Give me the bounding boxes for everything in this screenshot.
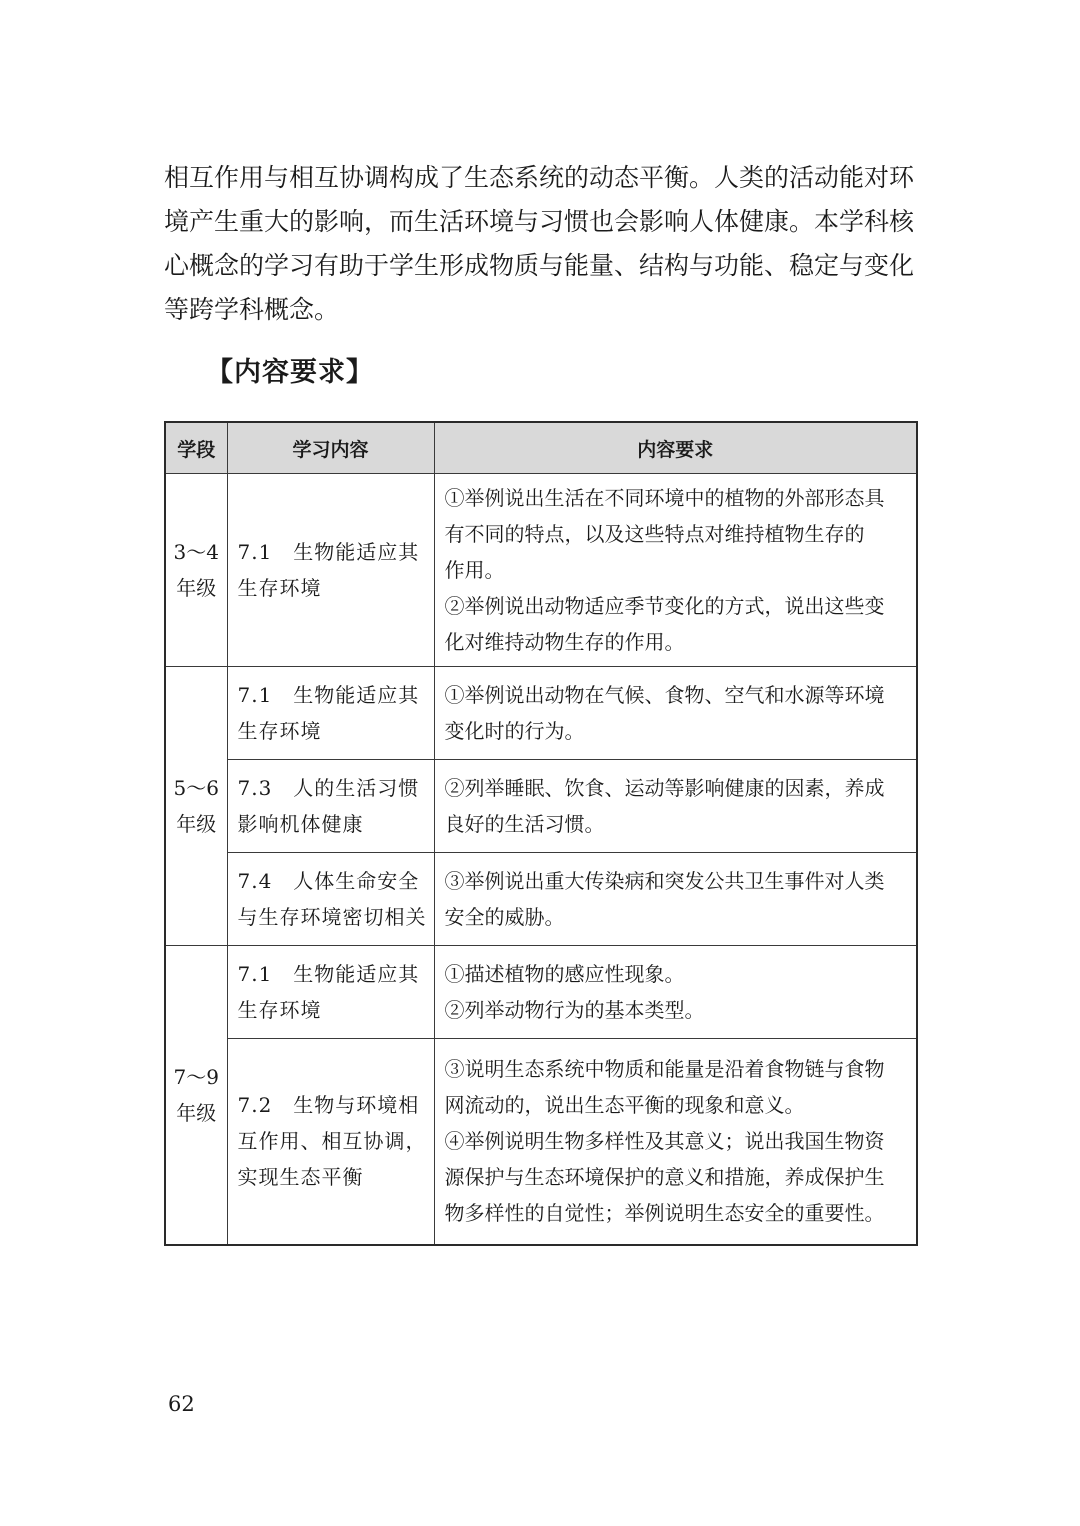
topic-line: 7.2 生物与环境相 [237, 1093, 420, 1118]
topic-cell [227, 474, 434, 667]
topic-line: 生存环境 [237, 576, 322, 600]
table-row [165, 667, 917, 760]
topic-line: 7.1 生物能适应其 [237, 962, 420, 986]
topic-line: 7.4 人体生命安全 [237, 869, 420, 893]
requirement-line: ②举例说出动物适应季节变化的方式，说出这些变 [444, 594, 885, 618]
requirement-line: 网流动的，说出生态平衡的现象和意义。 [444, 1093, 805, 1118]
intro-line: 心概念的学习有助于学生形成物质与能量、结构与功能、稳定与变化 [164, 251, 915, 280]
grade-cell [165, 474, 227, 667]
requirement-line: 化对维持动物生存的作用。 [444, 630, 685, 654]
requirement-line: ③举例说出重大传染病和突发公共卫生事件对人类 [444, 869, 885, 893]
topic-cell [227, 760, 434, 853]
requirement-line: 安全的威胁。 [444, 905, 565, 929]
requirement-line: ①描述植物的感应性现象。 [444, 962, 685, 986]
grade-suffix: 年级 [176, 812, 217, 836]
requirement-line: ②列举动物行为的基本类型。 [444, 998, 705, 1022]
header-learning-content: 学习内容 [227, 422, 434, 474]
table-row [165, 946, 917, 1039]
requirement-line: ③说明生态系统中物质和能量是沿着食物链与食物 [444, 1057, 885, 1082]
requirement-cell [434, 667, 917, 760]
requirement-line: ④举例说明生物多样性及其意义；说出我国生物资 [444, 1129, 885, 1154]
page-number: 62 [168, 1392, 195, 1416]
topic-cell [227, 667, 434, 760]
table-row [165, 474, 917, 667]
table-row [165, 760, 917, 853]
intro-line: 相互作用与相互协调构成了生态系统的动态平衡。人类的活动能对环 [164, 163, 915, 192]
grade-suffix: 年级 [176, 1100, 217, 1125]
requirement-line: 变化时的行为。 [444, 719, 585, 743]
requirement-line: ①举例说出生活在不同环境中的植物的外部形态具 [444, 486, 885, 510]
topic-cell [227, 1039, 434, 1245]
intro-paragraph [164, 156, 916, 332]
section-title: 【内容要求】 [206, 357, 374, 388]
topic-line: 7.1 生物能适应其 [237, 683, 420, 707]
topic-line: 影响机体健康 [237, 812, 364, 836]
intro-line: 境产生重大的影响，而生活环境与习惯也会影响人体健康。本学科核 [164, 207, 915, 236]
requirement-cell [434, 853, 917, 946]
table-row [165, 1039, 917, 1245]
requirement-line: 作用。 [444, 558, 505, 582]
requirement-cell [434, 1039, 917, 1245]
requirement-line: 物多样性的自觉性；举例说明生态安全的重要性。 [444, 1201, 885, 1226]
content-requirements-table [164, 421, 918, 1246]
topic-line: 7.3 人的生活习惯 [237, 776, 420, 800]
requirement-line: ①举例说出动物在气候、食物、空气和水源等环境 [444, 683, 885, 707]
requirement-cell [434, 474, 917, 667]
topic-line: 生存环境 [237, 719, 322, 743]
grade-cell [165, 667, 227, 946]
requirement-line: 良好的生活习惯。 [444, 812, 605, 836]
topic-line: 生存环境 [237, 998, 322, 1022]
table-header-row [165, 422, 917, 474]
table-row [165, 853, 917, 946]
requirement-cell [434, 760, 917, 853]
intro-line: 等跨学科概念。 [164, 295, 340, 324]
requirement-cell [434, 946, 917, 1039]
requirement-line: ②列举睡眠、饮食、运动等影响健康的因素，养成 [444, 776, 885, 800]
topic-line: 与生存环境密切相关 [237, 905, 427, 929]
grade-suffix: 年级 [176, 576, 217, 600]
topic-cell [227, 946, 434, 1039]
requirement-line: 源保护与生态环境保护的意义和措施，养成保护生 [444, 1165, 885, 1190]
topic-line: 互作用、相互协调， [237, 1129, 427, 1154]
header-content-requirements: 内容要求 [434, 422, 917, 474]
grade-range: 5～6 [173, 776, 219, 800]
requirement-line: 有不同的特点，以及这些特点对维持植物生存的 [444, 522, 865, 546]
topic-line: 7.1 生物能适应其 [237, 540, 420, 564]
grade-cell [165, 946, 227, 1245]
topic-line: 实现生态平衡 [237, 1165, 364, 1190]
header-grade: 学段 [165, 422, 227, 474]
grade-range: 7～9 [173, 1064, 219, 1089]
grade-range: 3～4 [173, 540, 219, 564]
topic-cell [227, 853, 434, 946]
